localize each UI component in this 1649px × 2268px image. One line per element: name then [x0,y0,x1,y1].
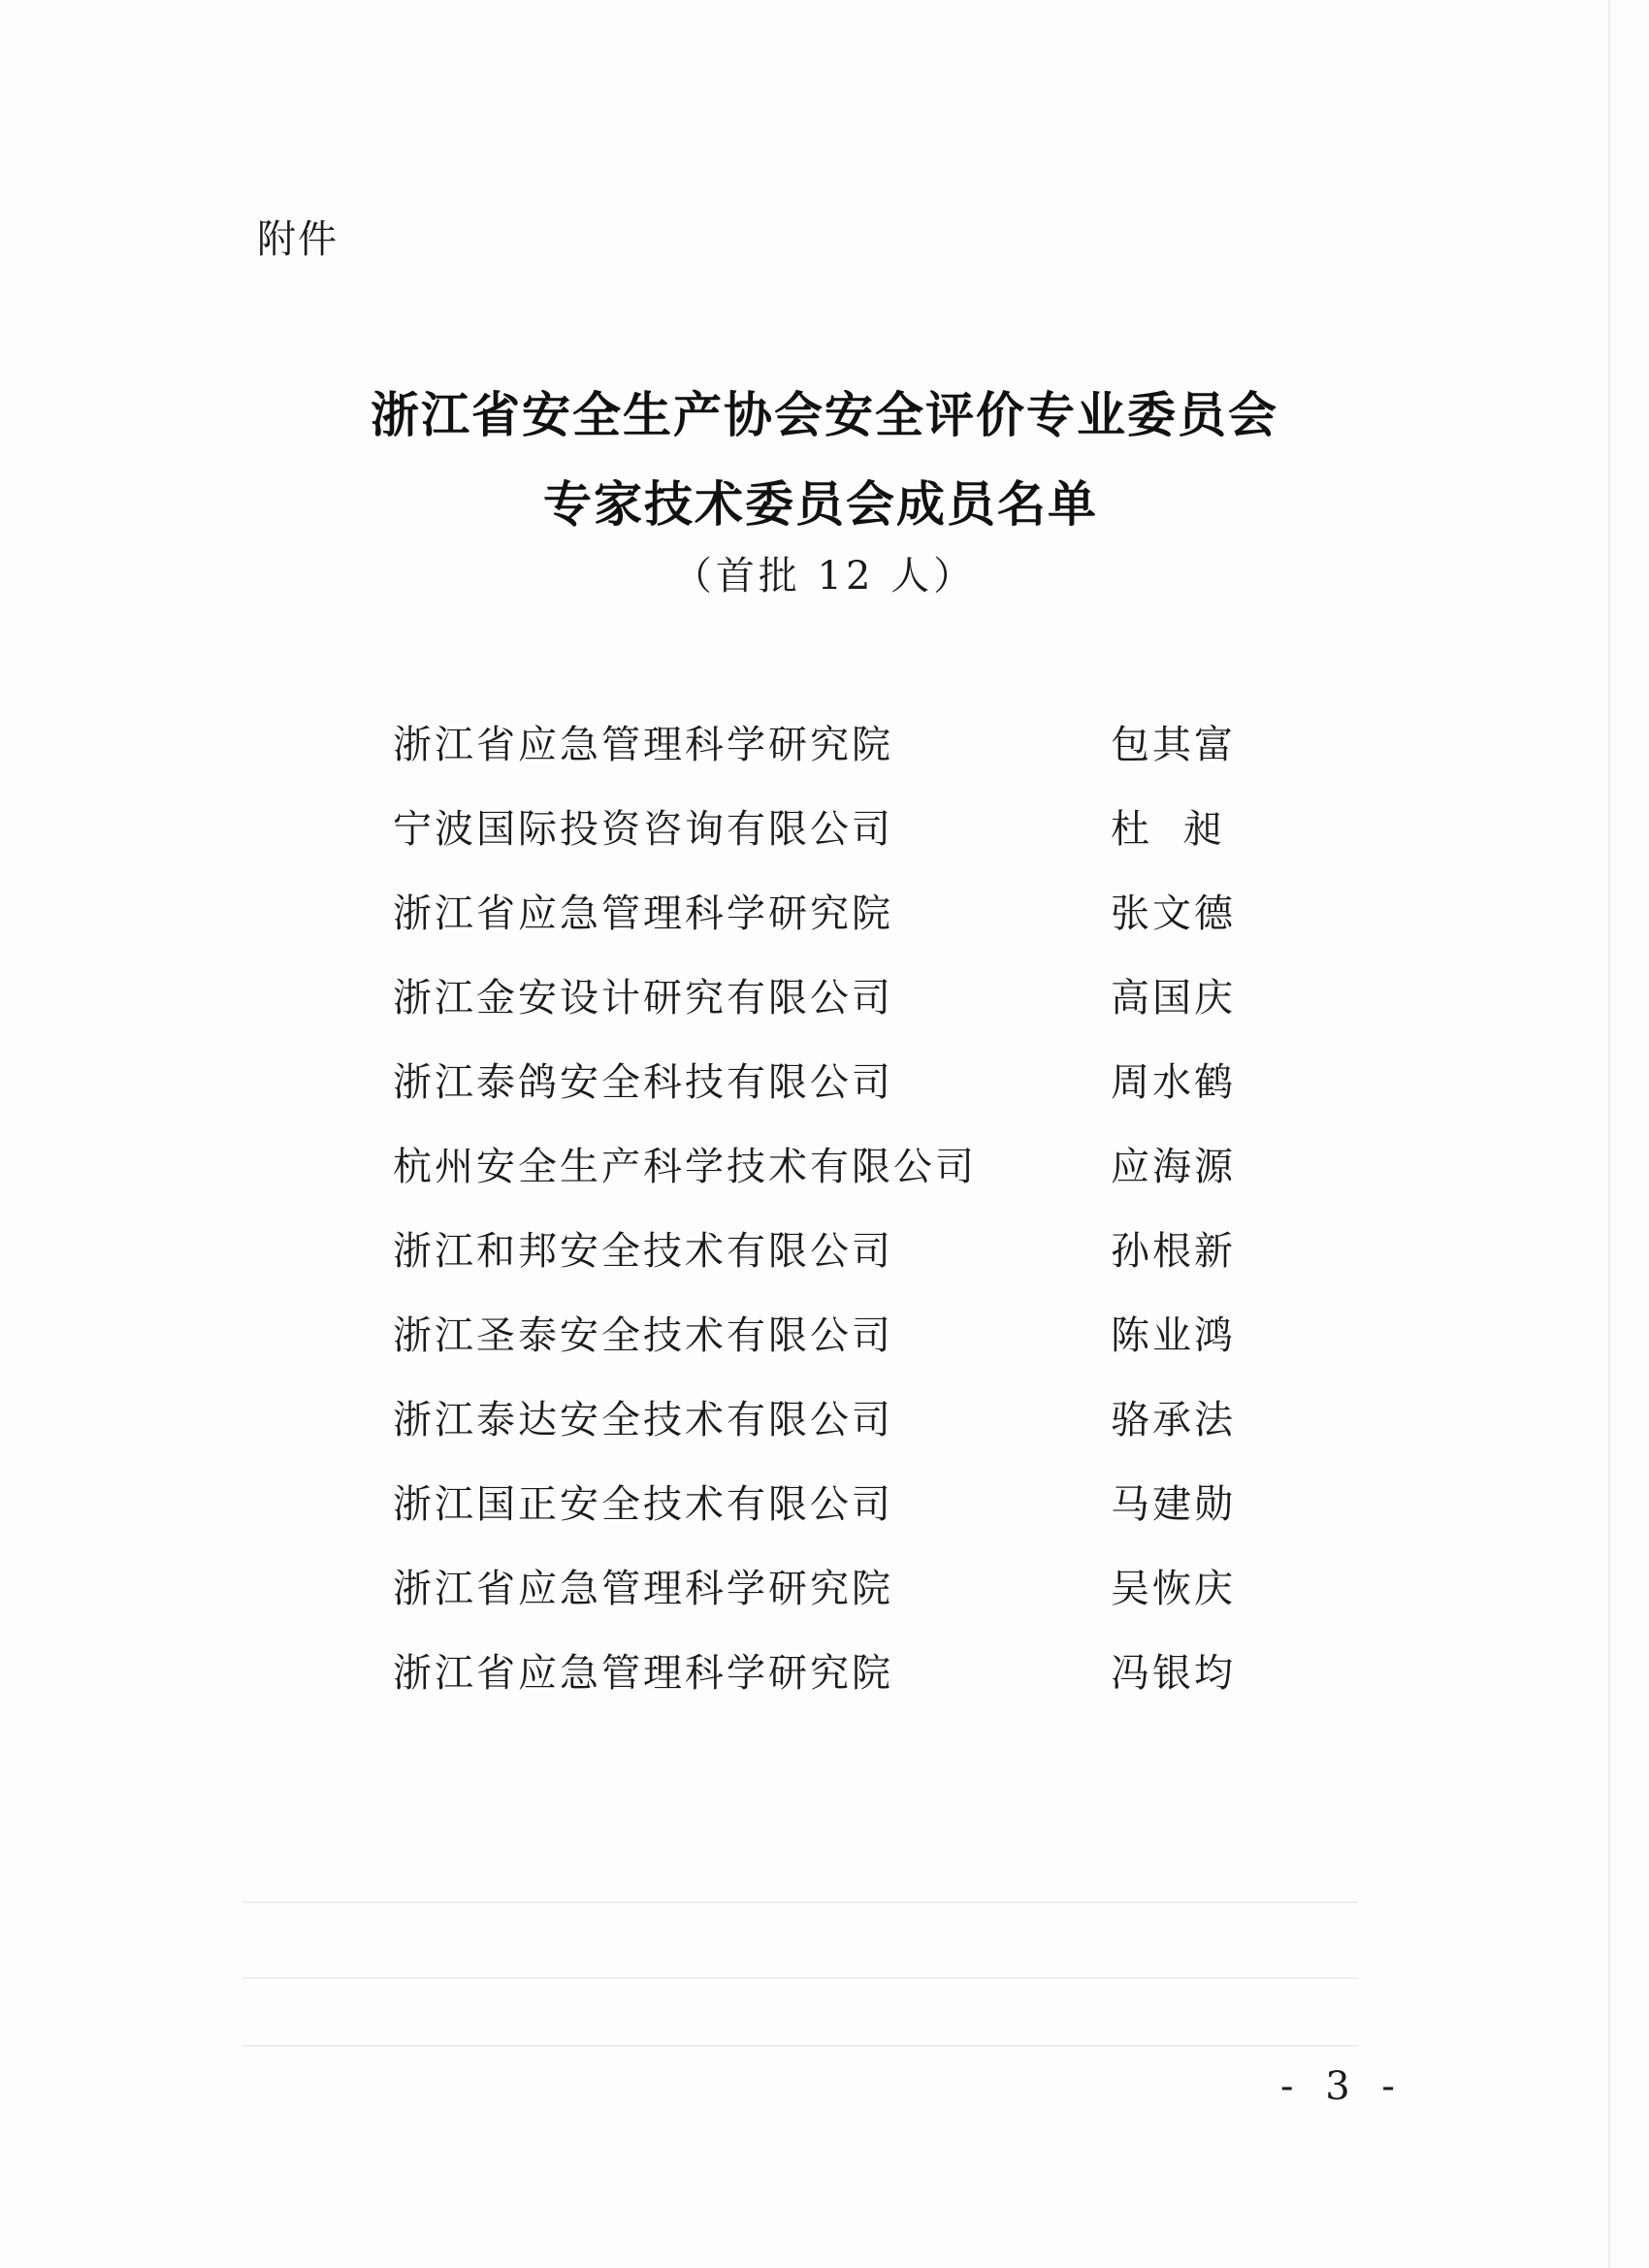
member-organization: 浙江圣泰安全技术有限公司 [393,1313,893,1358]
member-row [393,967,1266,1052]
footer-divider [242,1901,1358,1903]
member-row [393,798,1266,883]
member-name: 周水鹤 [1111,1060,1236,1105]
member-row [393,1220,1266,1305]
member-organization: 浙江和邦安全技术有限公司 [393,1229,893,1274]
member-row [393,1558,1266,1642]
member-organization: 宁波国际投资咨询有限公司 [393,807,893,852]
member-row [393,1052,1266,1136]
member-name: 高国庆 [1111,976,1236,1021]
member-name: 孙根新 [1111,1229,1236,1274]
footer-divider [242,2045,1358,2047]
document-subtitle: （首批 12 人） [672,554,977,599]
member-organization: 浙江泰达安全技术有限公司 [393,1398,893,1442]
member-name: 张文德 [1111,891,1236,936]
member-name: 冯银均 [1111,1651,1236,1696]
member-name: 骆承法 [1111,1398,1236,1442]
member-name: 吴恢庆 [1111,1567,1236,1611]
member-row [393,1136,1266,1220]
member-row [393,1305,1266,1389]
member-name: 应海源 [1111,1145,1236,1189]
member-organization: 浙江省应急管理科学研究院 [393,723,893,767]
member-name: 包其富 [1111,723,1236,767]
member-row [393,1474,1266,1558]
member-name: 陈业鸿 [1111,1313,1236,1358]
member-row [393,883,1266,967]
document-title-line2: 专家技术委员会成员名单 [543,476,1098,533]
page-number: - 3 - [1280,2064,1405,2109]
member-row [393,1642,1266,1727]
scan-edge [1608,0,1610,2268]
document-title-line1: 浙江省安全生产协会安全评价专业委员会 [371,387,1278,443]
member-organization: 浙江金安设计研究有限公司 [393,976,893,1021]
member-name: 杜 昶 [1111,807,1225,852]
member-row [393,714,1266,798]
member-organization: 浙江泰鸽安全科技有限公司 [393,1060,893,1105]
member-organization: 杭州安全生产科学技术有限公司 [393,1145,977,1189]
member-organization: 浙江省应急管理科学研究院 [393,1651,893,1696]
member-list [393,714,1266,1727]
footer-divider [242,1977,1358,1979]
member-row [393,1389,1266,1474]
member-organization: 浙江省应急管理科学研究院 [393,891,893,936]
member-name: 马建勋 [1111,1482,1236,1527]
member-organization: 浙江国正安全技术有限公司 [393,1482,893,1527]
member-organization: 浙江省应急管理科学研究院 [393,1567,893,1611]
attachment-label: 附件 [257,217,339,262]
